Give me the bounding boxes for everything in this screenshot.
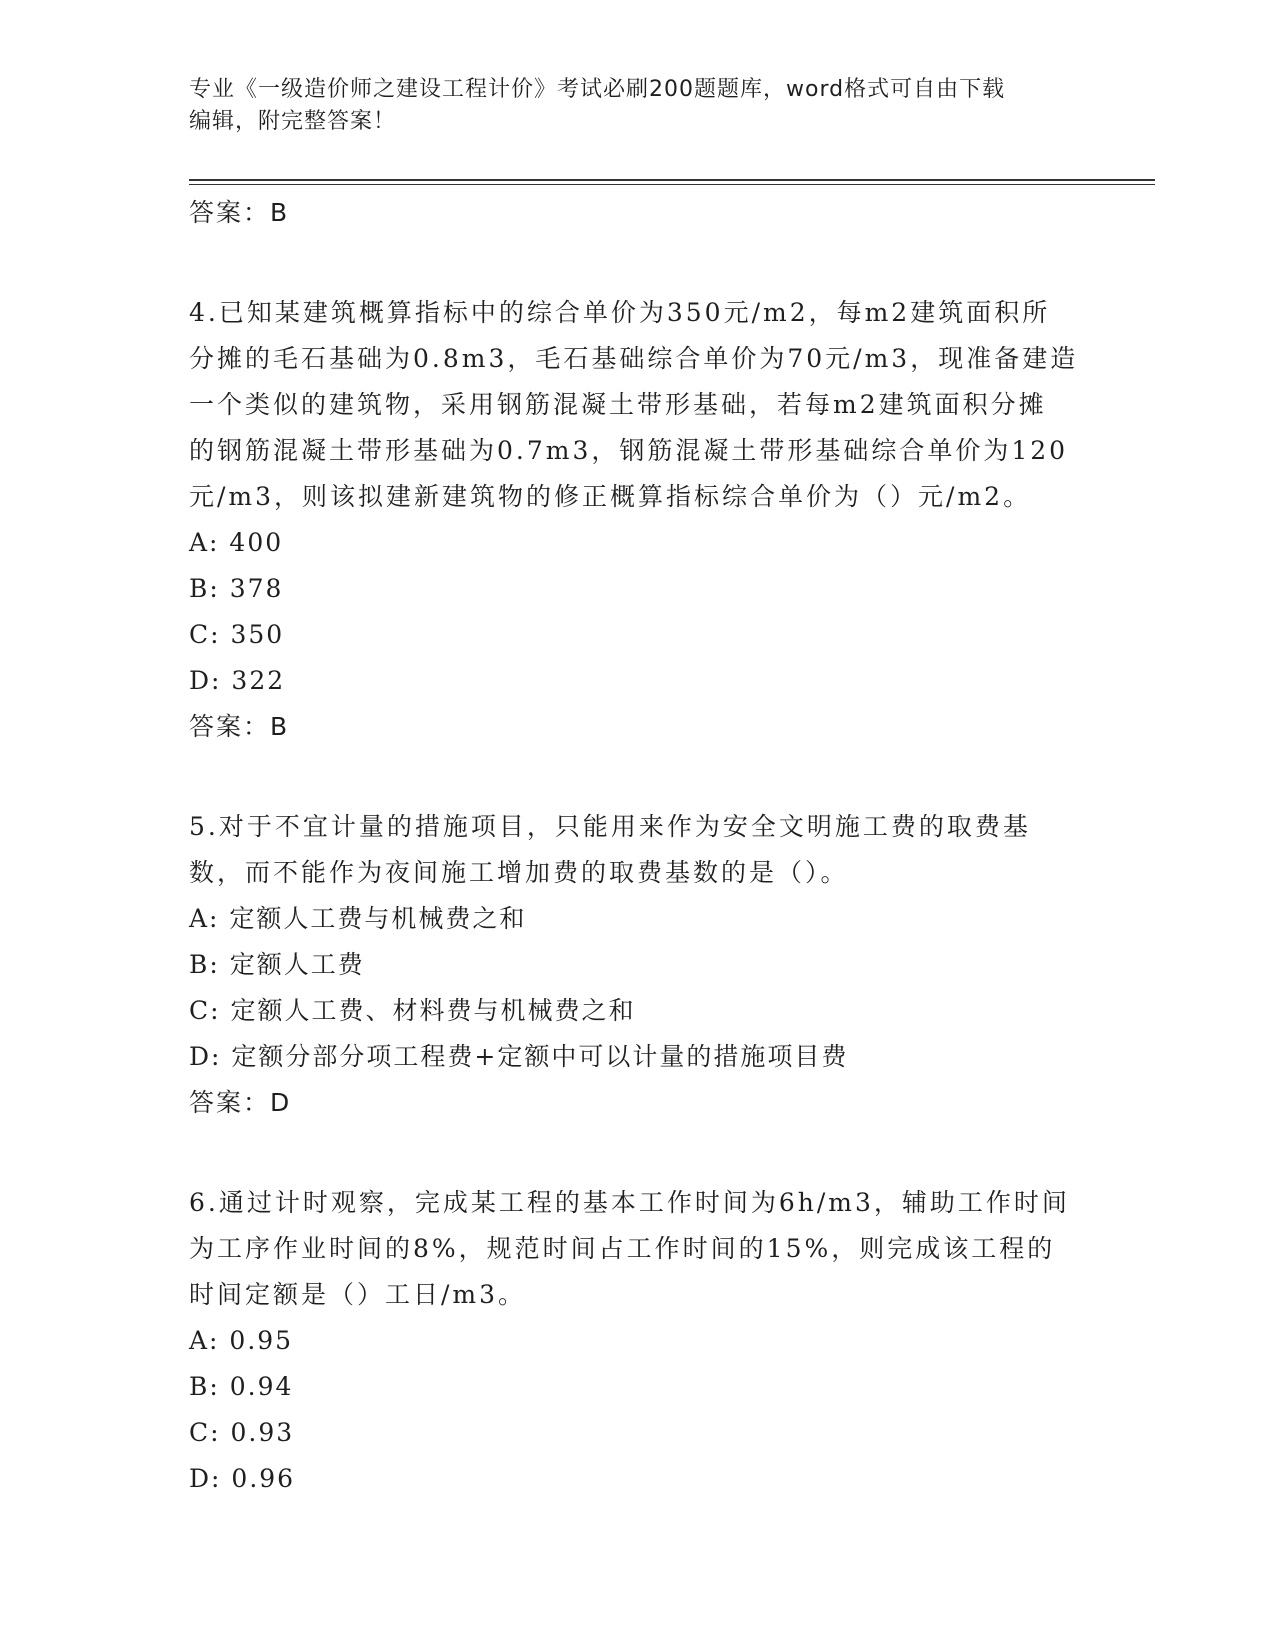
spacer [189,750,1089,804]
stem-line: 为工序作业时间的8%，规范时间占工作时间的15%，则完成该工程的 [189,1234,1056,1263]
question-5 [189,804,1089,1126]
stem-line: 分摊的毛石基础为0.8m3，毛石基础综合单价为70元/m3，现准备建造 [189,344,1079,373]
spacer [189,1126,1089,1180]
option-d: D: 322 [189,666,286,695]
stem-line: 一个类似的建筑物，采用钢筋混凝土带形基础，若每m2建筑面积分摊 [189,390,1047,419]
stem-line: 的钢筋混凝土带形基础为0.7m3，钢筋混凝土带形基础综合单价为120 [189,436,1069,465]
option-a: A: 0.95 [189,1326,294,1355]
header-rule-thin [189,184,1155,185]
option-b: B: 378 [189,574,284,603]
stem-line: 5.对于不宜计量的措施项目，只能用来作为安全文明施工费的取费基 [189,812,1031,841]
option-c: C: 350 [189,620,285,649]
spacer [189,236,1089,290]
question-stem [189,804,1089,896]
stem-line: 数，而不能作为夜间施工增加费的取费基数的是（）。 [189,858,849,887]
answer-q5: 答案：D [189,1088,292,1117]
question-stem [189,290,1089,520]
option-a: A: 400 [189,528,284,557]
stem-line: 4.已知某建筑概算指标中的综合单价为350元/m2，每m2建筑面积所 [189,298,1051,327]
question-stem [189,1180,1089,1318]
option-c: C: 定额人工费、材料费与机械费之和 [189,996,636,1025]
stem-line: 元/m3，则该拟建新建筑物的修正概算指标综合单价为（）元/m2。 [189,482,1032,511]
header-line-1: 专业《一级造价师之建设工程计价》考试必刷200题题库，word格式可自由下载 [189,77,1006,102]
option-b: B: 定额人工费 [189,950,365,979]
header-rule-thick [189,179,1155,181]
question-4 [189,290,1089,750]
option-a: A: 定额人工费与机械费之和 [189,904,527,933]
answer-q3: 答案：B [189,198,290,227]
header-line-2: 编辑，附完整答案！ [189,109,397,134]
stem-line: 时间定额是（）工日/m3。 [189,1280,527,1309]
option-d: D: 0.96 [189,1464,296,1493]
question-list [189,190,1089,1502]
stem-line: 6.通过计时观察，完成某工程的基本工作时间为6h/m3，辅助工作时间 [189,1188,1070,1217]
option-d: D: 定额分部分项工程费+定额中可以计量的措施项目费 [189,1042,849,1071]
question-6 [189,1180,1089,1502]
option-b: B: 0.94 [189,1372,294,1401]
option-c: C: 0.93 [189,1418,295,1447]
page-header [189,74,1089,138]
answer-q4: 答案：B [189,712,290,741]
